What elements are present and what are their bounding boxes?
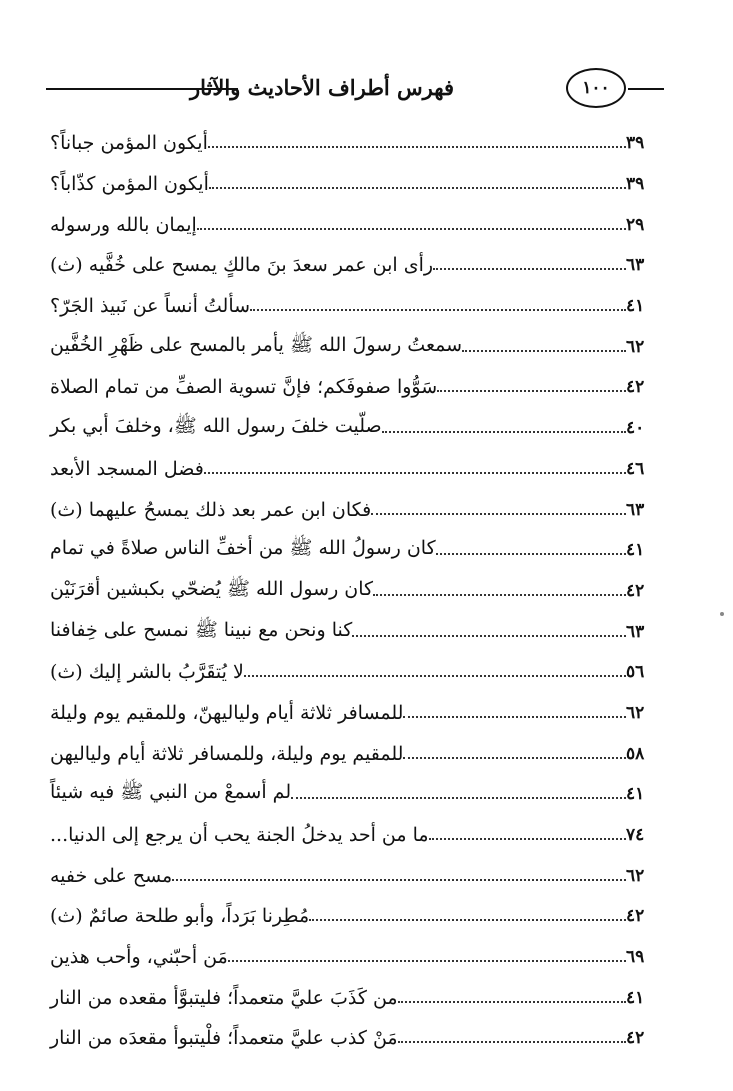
- entry-page: ٤٢: [626, 906, 645, 927]
- entry-page: ٤٦: [626, 458, 645, 479]
- dot-leader: [209, 187, 626, 189]
- index-list: [46, 123, 666, 1059]
- dot-leader: [403, 757, 626, 759]
- entry-page: ٤٢: [626, 580, 645, 601]
- dot-leader: [309, 919, 626, 921]
- dot-leader: [197, 228, 626, 230]
- entry-text: سألتُ أنساً عن نَبيذ الجَرّ؟: [50, 295, 251, 318]
- entry-page: ٣٩: [626, 133, 645, 154]
- dot-leader: [462, 350, 626, 352]
- dot-leader: [291, 797, 626, 799]
- index-entry: [46, 326, 666, 367]
- dot-leader: [352, 635, 626, 637]
- entry-page: ٤١: [626, 296, 645, 317]
- index-entry: [46, 855, 666, 896]
- entry-text: صلّيت خلفَ رسول الله ﷺ، وخلفَ أبي بكر: [50, 415, 382, 438]
- entry-text: كان رسول الله ﷺ يُضحّي بكبشين أقرَنَيْن: [50, 577, 374, 600]
- index-entry: [46, 245, 666, 286]
- margin-speck: [720, 612, 724, 616]
- index-entry: [46, 937, 666, 978]
- page-number-badge: ١٠٠: [566, 68, 626, 108]
- index-entry: [46, 652, 666, 693]
- entry-text: مَن أحبّني، وأحب هذين: [50, 946, 228, 969]
- index-entry: [46, 449, 666, 490]
- entry-page: ٦٢: [626, 702, 645, 723]
- dot-leader: [204, 472, 626, 474]
- entry-page: ٧٤: [626, 825, 645, 846]
- index-entry: [46, 530, 666, 571]
- entry-page: ٤١: [626, 987, 645, 1008]
- running-title: فهرس أطراف الأحاديث والآثار: [190, 75, 454, 100]
- entry-page: ٦٣: [626, 499, 645, 520]
- dot-leader: [382, 431, 626, 433]
- entry-text: أيكون المؤمن جباناً؟: [50, 132, 208, 155]
- index-entry: [46, 774, 666, 815]
- dot-leader: [436, 553, 626, 555]
- entry-text: لا يُتقَرَّبُ بالشر إليك (ث): [50, 661, 244, 684]
- entry-text: إيمان بالله ورسوله: [50, 213, 197, 236]
- index-entry: [46, 204, 666, 245]
- index-entry: [46, 164, 666, 205]
- entry-page: ٦٣: [626, 255, 645, 276]
- entry-text: سَوُّوا صفوفَكم؛ فإنَّ تسوية الصفِّ من تمام الصلاة: [50, 376, 438, 399]
- entry-page: ٢٩: [626, 214, 645, 235]
- entry-text: من كَذَبَ عليَّ متعمداً؛ فليتبوَّأ مقعده من النار: [50, 986, 398, 1009]
- entry-page: ٦٩: [626, 947, 645, 968]
- dot-leader: [371, 513, 626, 515]
- index-entry: [46, 896, 666, 937]
- entry-page: ٤٢: [626, 377, 645, 398]
- dot-leader: [250, 309, 626, 311]
- entry-text: سمعتُ رسولَ الله ﷺ يأمر بالمسح على ظَهْرِ الخُفَّين: [50, 333, 463, 356]
- entry-text: فكان ابن عمر بعد ذلك يمسحُ عليهما (ث): [50, 498, 372, 521]
- entry-page: ٣٩: [626, 174, 645, 195]
- dot-leader: [244, 675, 626, 677]
- index-entry: [46, 571, 666, 612]
- entry-page: ٦٣: [626, 621, 645, 642]
- entry-page: ٦٢: [626, 336, 645, 357]
- index-entry: [46, 489, 666, 530]
- entry-text: كان رسولُ الله ﷺ من أخفِّ الناس صلاةً في تمام: [50, 537, 436, 560]
- entry-page: ٥٨: [626, 743, 645, 764]
- entry-text: لم أسمعْ من النبي ﷺ فيه شيئاً: [50, 781, 292, 804]
- dot-leader: [398, 1041, 626, 1043]
- dot-leader: [398, 1001, 626, 1003]
- dot-leader: [437, 390, 626, 392]
- dot-leader: [433, 268, 626, 270]
- entry-page: ٥٦: [626, 662, 645, 683]
- dot-leader: [172, 879, 626, 881]
- entry-text: للمقيم يوم وليلة، وللمسافر ثلاثة أيام ولياليهن: [50, 742, 404, 765]
- entry-text: أيكون المؤمن كذّاباً؟: [50, 173, 209, 196]
- entry-page: ٤١: [626, 540, 645, 561]
- index-entry: [46, 977, 666, 1018]
- index-entry: [46, 693, 666, 734]
- index-entry: [46, 611, 666, 652]
- index-entry: [46, 123, 666, 164]
- entry-text: مَنْ كذب عليَّ متعمداً؛ فلْيتبوأ مقعدَه من النار: [50, 1027, 398, 1050]
- entry-text: رأى ابن عمر سعدَ بنَ مالكٍ يمسح على خُفَّيه (ث): [50, 254, 434, 277]
- index-entry: [46, 367, 666, 408]
- entry-text: كنا ونحن مع نبينا ﷺ نمسح على خِفافنا: [50, 618, 353, 641]
- dot-leader: [403, 716, 626, 718]
- entry-page: ٤٢: [626, 1028, 645, 1049]
- page-header: [0, 0, 733, 110]
- index-entry: [46, 1018, 666, 1059]
- dot-leader: [373, 594, 626, 596]
- dot-leader: [208, 146, 626, 148]
- index-entry: [46, 408, 666, 449]
- entry-page: ٤١: [626, 784, 645, 805]
- entry-page: ٤٠: [626, 418, 645, 439]
- entry-text: للمسافر ثلاثة أيام ولياليهنّ، وللمقيم يوم وليلة: [50, 701, 404, 724]
- entry-text: فضل المسجد الأبعد: [50, 457, 204, 480]
- dot-leader: [228, 960, 626, 962]
- entry-text: مسح على خفيه: [50, 864, 173, 887]
- entry-text: مُطِرنا بَرَداً، وأبو طلحة صائمٌ (ث): [50, 905, 310, 928]
- dot-leader: [429, 838, 626, 840]
- index-entry: [46, 815, 666, 856]
- index-entry: [46, 286, 666, 327]
- entry-page: ٦٢: [626, 865, 645, 886]
- header-rule-right: [628, 88, 664, 90]
- entry-text: ما من أحد يدخلُ الجنة يحب أن يرجع إلى الدنيا...: [50, 824, 429, 847]
- index-entry: [46, 733, 666, 774]
